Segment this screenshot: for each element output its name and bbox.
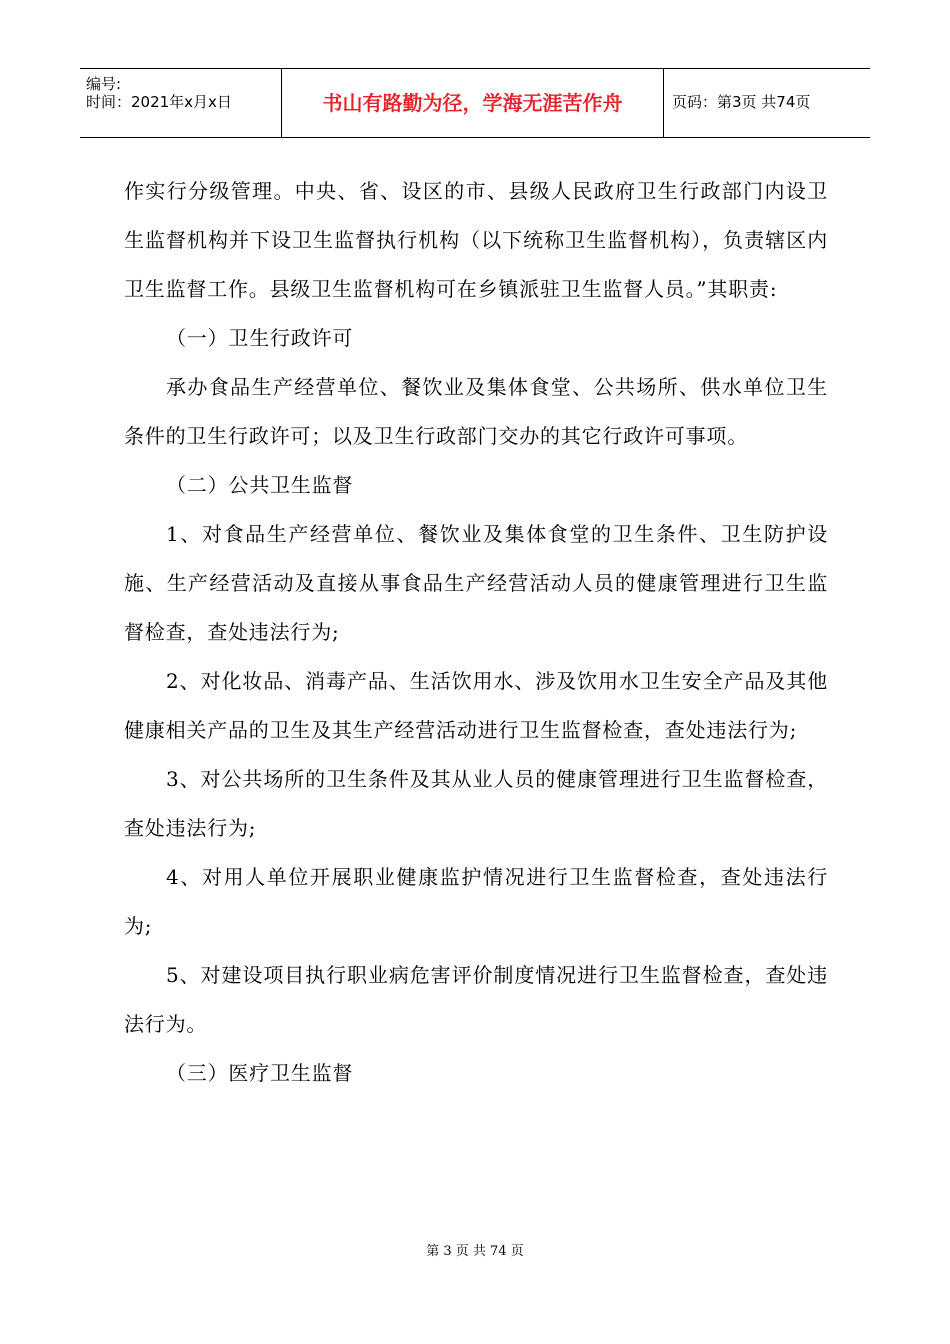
paragraph: 承办食品生产经营单位、餐饮业及集体食堂、公共场所、供水单位卫生条件的卫生行政许可；以及卫生行政部门交办的其它行政许可事项。 xyxy=(124,375,828,448)
list-item: 2、对化妆品、消毒产品、生活饮用水、涉及饮用水卫生安全产品及其他健康相关产品的卫生及其生产经营活动进行卫生监督检查，查处违法行为; xyxy=(124,669,828,742)
header-motto-cell xyxy=(282,69,664,137)
list-item: 5、对建设项目执行职业病危害评价制度情况进行卫生监督检查，查处违法行为。 xyxy=(124,963,828,1036)
page-header xyxy=(80,68,870,138)
header-meta-cell xyxy=(80,69,282,137)
header-page-cell xyxy=(664,69,870,137)
page-info: 页码：第3页 共74页 xyxy=(672,93,811,111)
document-number-label: 编号: xyxy=(86,75,122,93)
document-body xyxy=(124,167,828,1098)
page-footer: 第 3 页 共 74 页 xyxy=(426,1244,524,1259)
list-item: 3、对公共场所的卫生条件及其从业人员的健康管理进行卫生监督检查，查处违法行为; xyxy=(124,767,828,840)
section-heading: （三）医疗卫生监督 xyxy=(166,1061,354,1085)
list-item: 4、对用人单位开展职业健康监护情况进行卫生监督检查，查处违法行为; xyxy=(124,865,828,938)
paragraph: 作实行分级管理。中央、省、设区的市、县级人民政府卫生行政部门内设卫生监督机构并下设卫生监督执行机构（以下统称卫生监督机构），负责辖区内卫生监督工作。县级卫生监督机构可在乡镇派驻卫生监督人员。”其职责: xyxy=(124,179,828,301)
list-item: 1、对食品生产经营单位、餐饮业及集体食堂的卫生条件、卫生防护设施、生产经营活动及直接从事食品生产经营活动人员的健康管理进行卫生监督检查，查处违法行为; xyxy=(124,522,828,644)
section-heading: （一）卫生行政许可 xyxy=(166,326,354,350)
motto-text: 书山有路勤为径，学海无涯苦作舟 xyxy=(322,91,623,115)
document-time-label: 时间：2021年x月x日 xyxy=(86,93,232,111)
section-heading: （二）公共卫生监督 xyxy=(166,473,354,497)
